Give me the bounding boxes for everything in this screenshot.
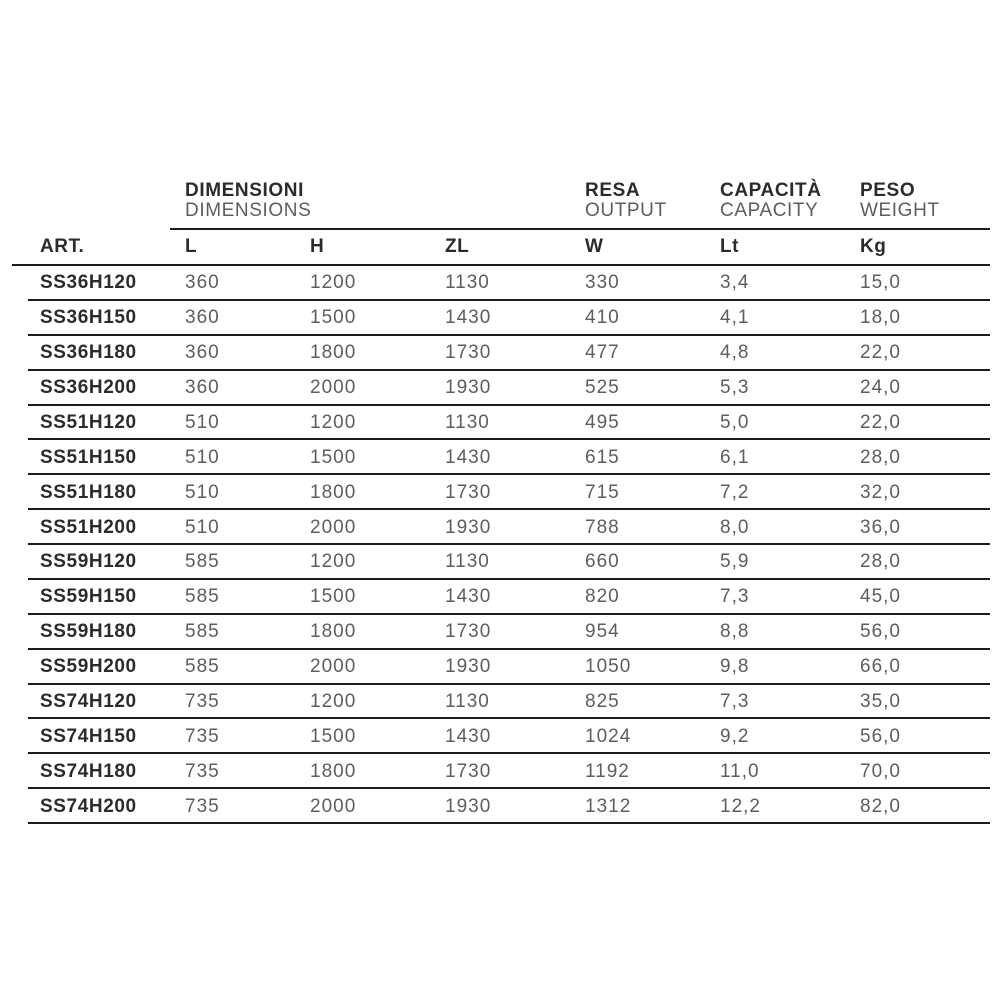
cell-lt: 7,3 [720, 690, 750, 712]
cell-lt: 8,8 [720, 621, 750, 643]
cell-lt: 7,2 [720, 481, 750, 503]
cell-w: 1050 [585, 656, 632, 678]
cell-h: 1800 [310, 760, 357, 782]
table-row [20, 580, 990, 615]
cell-lt: 8,0 [720, 516, 750, 538]
cell-w: 615 [585, 446, 620, 468]
cell-kg: 28,0 [860, 446, 901, 468]
cell-art-code: SS74H120 [40, 690, 137, 712]
cell-zl: 1130 [445, 272, 490, 294]
col-header-zl: ZL [445, 236, 470, 257]
cell-l: 360 [185, 307, 220, 329]
table-body [20, 266, 990, 824]
group-output [585, 181, 720, 221]
cell-lt: 5,9 [720, 551, 750, 573]
cell-l: 735 [185, 690, 220, 712]
cell-zl: 1430 [445, 725, 492, 747]
cell-l: 735 [185, 760, 220, 782]
cell-zl: 1430 [445, 446, 492, 468]
cell-h: 2000 [310, 656, 357, 678]
cell-art-code: SS36H120 [40, 272, 137, 294]
cell-lt: 5,3 [720, 377, 750, 399]
cell-h: 1500 [310, 307, 357, 329]
col-header-l: L [185, 236, 198, 257]
cell-l: 510 [185, 411, 220, 433]
col-header-w: W [585, 236, 604, 257]
cell-art-code: SS51H150 [40, 446, 137, 468]
cell-kg: 24,0 [860, 377, 901, 399]
cell-lt: 7,3 [720, 586, 750, 608]
table-row [20, 685, 990, 720]
cell-zl: 1130 [445, 551, 490, 573]
table-row [20, 475, 990, 510]
cell-lt: 12,2 [720, 795, 761, 817]
table-row [20, 650, 990, 685]
cell-zl: 1730 [445, 621, 492, 643]
cell-h: 1200 [310, 690, 357, 712]
table-column-header [20, 230, 990, 264]
cell-zl: 1730 [445, 481, 492, 503]
cell-l: 360 [185, 342, 220, 364]
cell-zl: 1730 [445, 760, 492, 782]
cell-l: 735 [185, 725, 220, 747]
col-header-h: H [310, 236, 325, 257]
group-dimensions-subtitle: DIMENSIONS [185, 200, 312, 221]
cell-w: 1312 [585, 795, 632, 817]
cell-l: 735 [185, 795, 220, 817]
group-capacity-subtitle: CAPACITY [720, 200, 819, 221]
cell-art-code: SS59H150 [40, 586, 137, 608]
cell-zl: 1430 [445, 586, 492, 608]
table-row [20, 371, 990, 406]
cell-art-code: SS36H200 [40, 377, 137, 399]
cell-kg: 36,0 [860, 516, 901, 538]
cell-kg: 22,0 [860, 342, 901, 364]
cell-h: 1800 [310, 621, 357, 643]
cell-h: 2000 [310, 377, 357, 399]
cell-zl: 1930 [445, 795, 492, 817]
cell-zl: 1130 [445, 690, 490, 712]
table-row [20, 301, 990, 336]
cell-l: 510 [185, 481, 220, 503]
cell-art-code: SS59H200 [40, 656, 137, 678]
cell-w: 410 [585, 307, 620, 329]
table-row [20, 545, 990, 580]
col-header-lt: Lt [720, 236, 739, 257]
cell-kg: 45,0 [860, 586, 901, 608]
cell-kg: 56,0 [860, 725, 901, 747]
table-row [20, 510, 990, 545]
cell-art-code: SS36H150 [40, 307, 137, 329]
cell-kg: 70,0 [860, 760, 901, 782]
spec-table [20, 176, 990, 824]
cell-art-code: SS74H150 [40, 725, 137, 747]
cell-lt: 5,0 [720, 411, 750, 433]
group-output-title: RESA [585, 180, 641, 201]
cell-h: 1800 [310, 342, 357, 364]
group-dimensions [185, 181, 585, 221]
cell-h: 1800 [310, 481, 357, 503]
cell-w: 954 [585, 621, 620, 643]
cell-h: 1500 [310, 586, 357, 608]
cell-zl: 1930 [445, 656, 492, 678]
cell-l: 585 [185, 551, 220, 573]
cell-w: 1192 [585, 760, 630, 782]
cell-art-code: SS51H180 [40, 481, 137, 503]
cell-l: 360 [185, 377, 220, 399]
cell-w: 330 [585, 272, 620, 294]
cell-kg: 18,0 [860, 307, 901, 329]
cell-kg: 32,0 [860, 481, 901, 503]
cell-w: 525 [585, 377, 620, 399]
cell-w: 788 [585, 516, 620, 538]
cell-lt: 4,1 [720, 307, 750, 329]
cell-lt: 11,0 [720, 760, 760, 782]
group-capacity [720, 181, 860, 221]
cell-art-code: SS74H200 [40, 795, 137, 817]
cell-lt: 9,8 [720, 656, 750, 678]
table-row [20, 266, 990, 301]
cell-art-code: SS59H120 [40, 551, 137, 573]
cell-l: 585 [185, 656, 220, 678]
group-weight [860, 181, 990, 221]
cell-h: 1200 [310, 411, 357, 433]
cell-kg: 82,0 [860, 795, 901, 817]
cell-lt: 4,8 [720, 342, 750, 364]
group-output-subtitle: OUTPUT [585, 200, 667, 221]
cell-kg: 15,0 [860, 272, 901, 294]
table-group-header [20, 176, 990, 228]
cell-h: 1500 [310, 446, 357, 468]
table-row [20, 406, 990, 441]
col-header-kg: Kg [860, 236, 887, 257]
cell-w: 825 [585, 690, 620, 712]
cell-art-code: SS51H200 [40, 516, 137, 538]
cell-h: 2000 [310, 516, 357, 538]
table-row [20, 789, 990, 824]
cell-w: 820 [585, 586, 620, 608]
cell-zl: 1130 [445, 411, 490, 433]
cell-lt: 3,4 [720, 272, 750, 294]
col-header-art: ART. [40, 236, 85, 257]
cell-zl: 1730 [445, 342, 492, 364]
cell-h: 1200 [310, 551, 357, 573]
cell-w: 1024 [585, 725, 632, 747]
cell-h: 1200 [310, 272, 357, 294]
cell-zl: 1930 [445, 377, 492, 399]
table-row [20, 336, 990, 371]
group-weight-subtitle: WEIGHT [860, 200, 940, 221]
cell-art-code: SS51H120 [40, 411, 137, 433]
table-row [20, 440, 990, 475]
cell-l: 510 [185, 516, 220, 538]
group-weight-title: PESO [860, 180, 916, 201]
cell-kg: 35,0 [860, 690, 901, 712]
cell-h: 2000 [310, 795, 357, 817]
table-row [20, 615, 990, 650]
cell-w: 715 [585, 481, 620, 503]
cell-kg: 28,0 [860, 551, 901, 573]
cell-w: 495 [585, 411, 620, 433]
cell-art-code: SS59H180 [40, 621, 137, 643]
cell-w: 660 [585, 551, 620, 573]
table-row [20, 754, 990, 789]
cell-kg: 56,0 [860, 621, 901, 643]
cell-lt: 9,2 [720, 725, 750, 747]
group-capacity-title: CAPACITÀ [720, 180, 822, 201]
cell-l: 585 [185, 586, 220, 608]
cell-kg: 66,0 [860, 656, 901, 678]
cell-art-code: SS36H180 [40, 342, 137, 364]
cell-l: 585 [185, 621, 220, 643]
cell-l: 360 [185, 272, 220, 294]
cell-zl: 1430 [445, 307, 492, 329]
table-row [20, 719, 990, 754]
group-dimensions-title: DIMENSIONI [185, 180, 304, 201]
cell-art-code: SS74H180 [40, 760, 137, 782]
cell-lt: 6,1 [720, 446, 750, 468]
cell-h: 1500 [310, 725, 357, 747]
cell-zl: 1930 [445, 516, 492, 538]
cell-w: 477 [585, 342, 620, 364]
cell-kg: 22,0 [860, 411, 901, 433]
cell-l: 510 [185, 446, 220, 468]
